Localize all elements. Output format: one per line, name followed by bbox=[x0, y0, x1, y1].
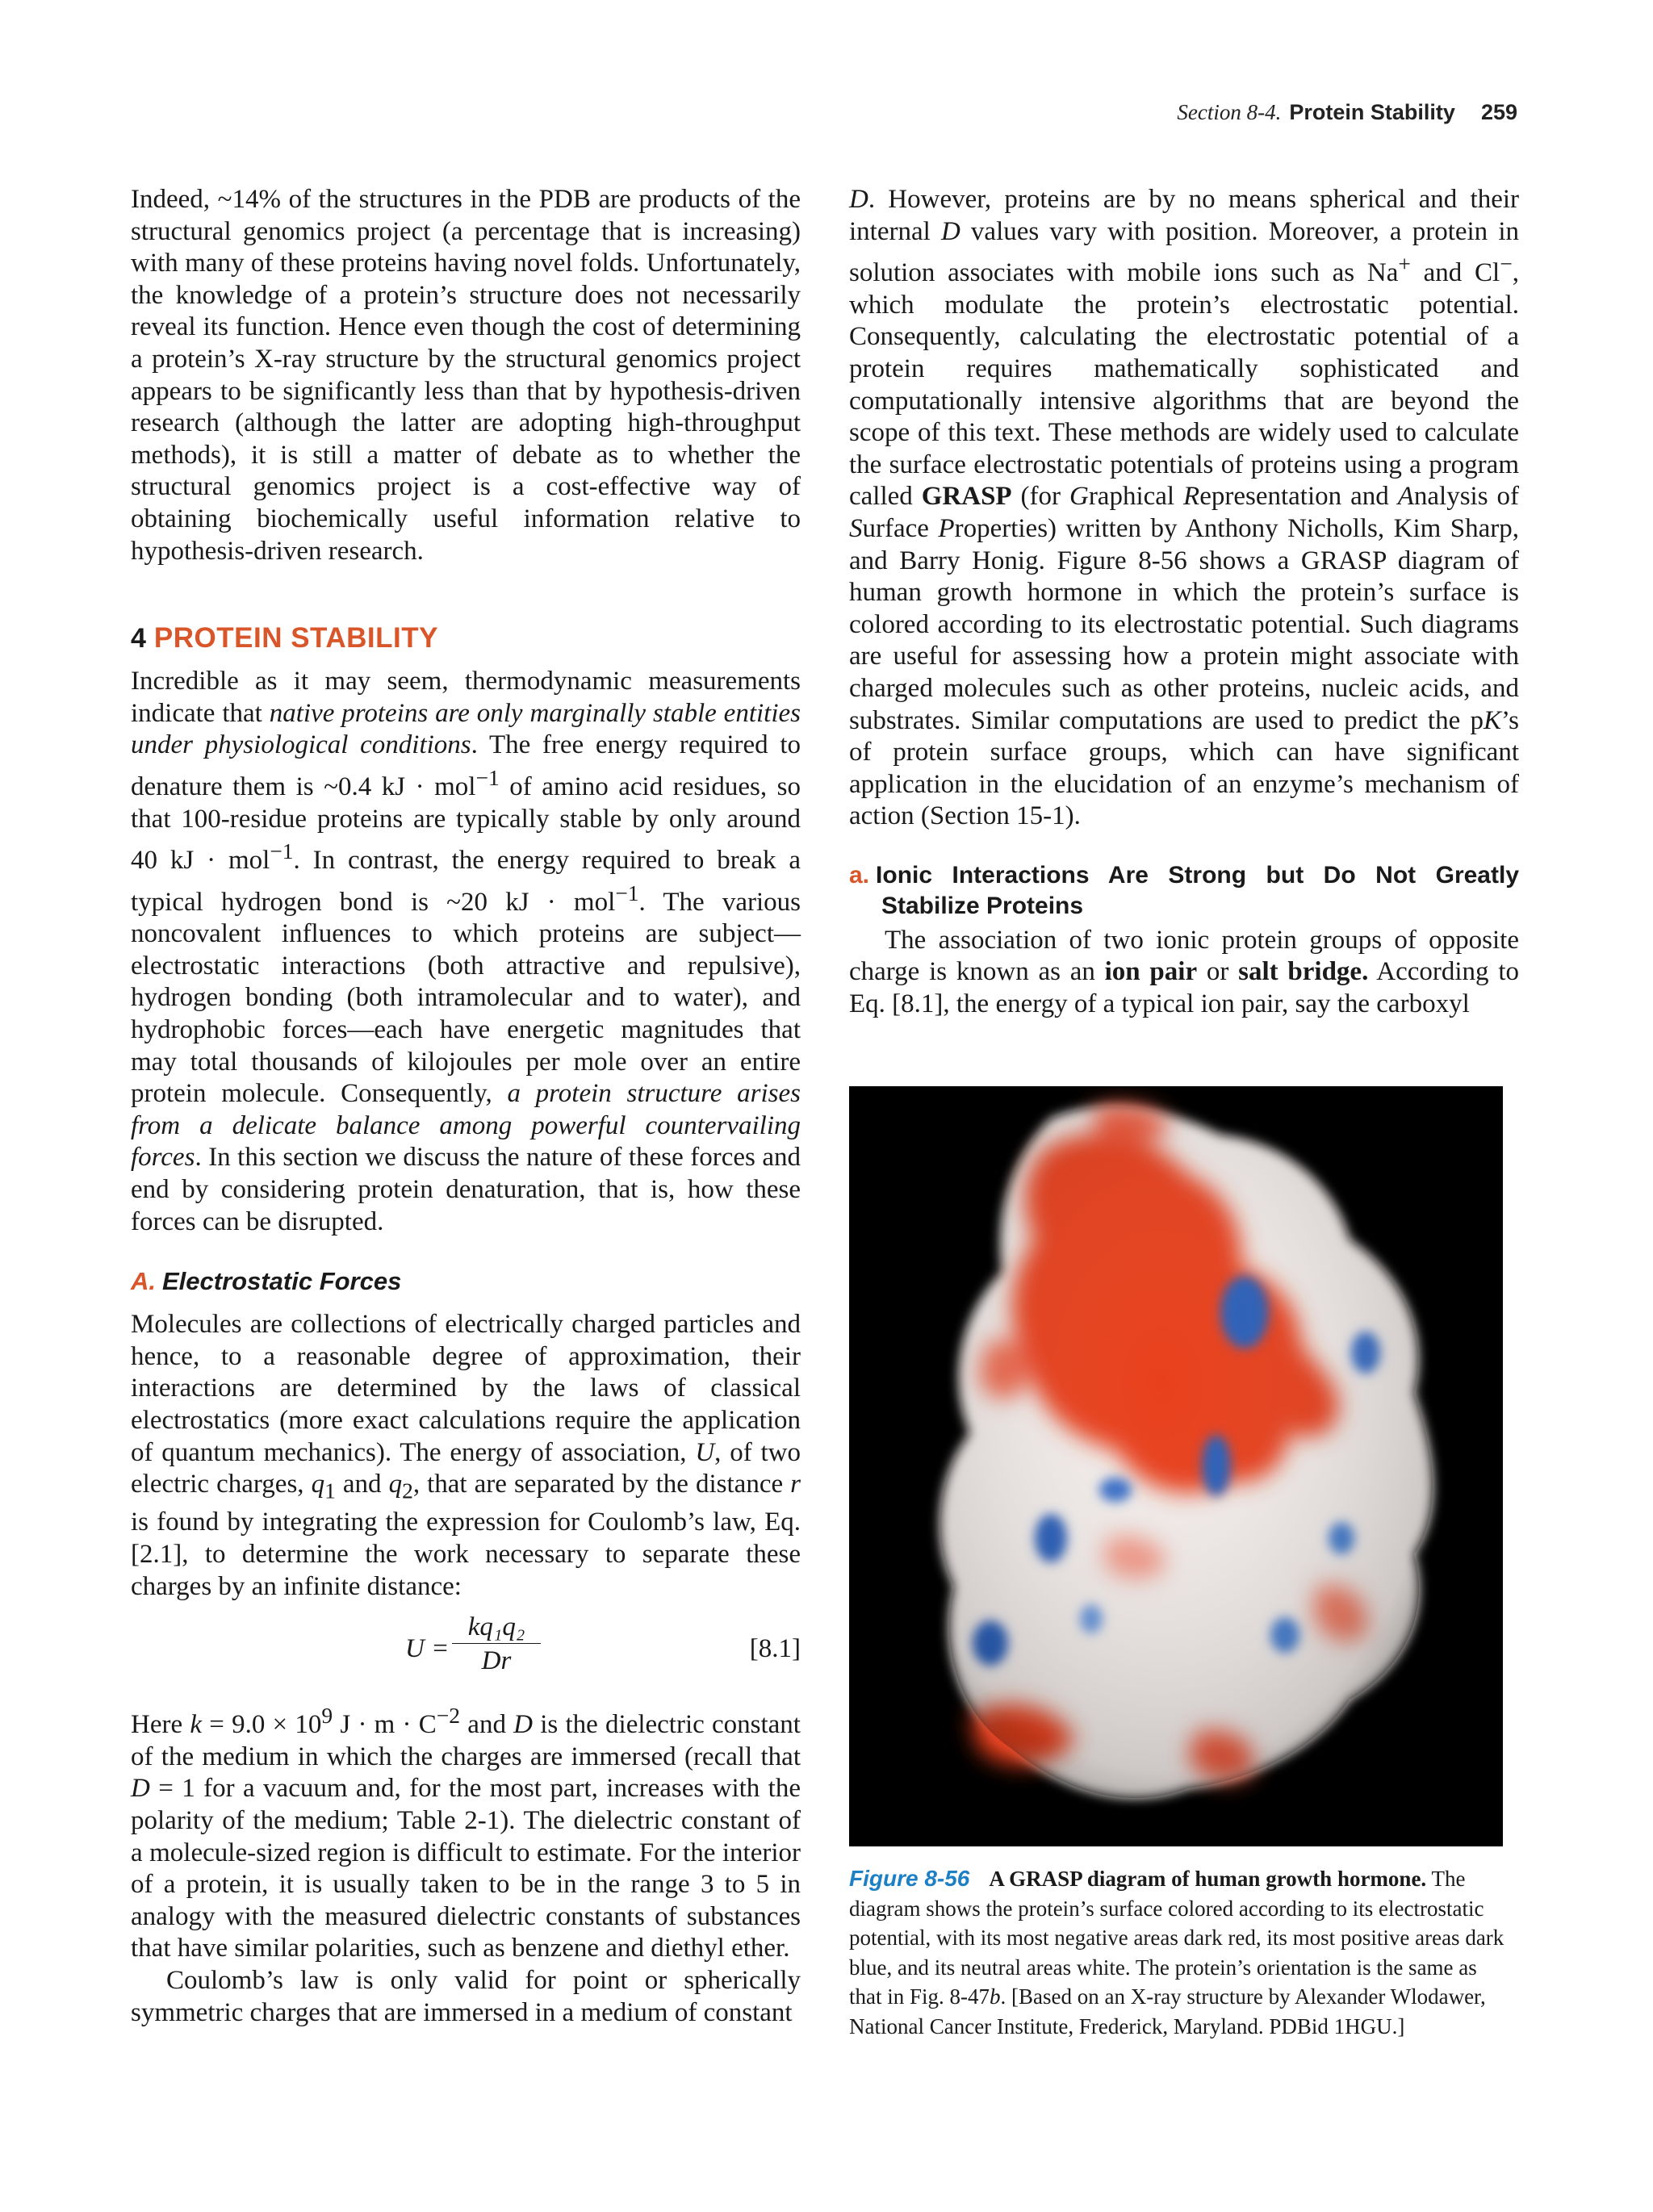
equation-lhs: U = bbox=[405, 1634, 450, 1664]
chapter-number: 4 bbox=[131, 623, 146, 654]
section-letter: A. bbox=[131, 1267, 156, 1296]
subsection-heading bbox=[849, 860, 1519, 922]
figure-description: The diagram shows the protein’s surface colored according to its electrostatic potential, with its most negative areas dark red, its most positive areas dark blue, and its neutral areas white. The protein’s orientation is the same as that in Fig. 8-47b. [Based on an X-ray structure by Alexander Wlodawer, National Cancer Institute, Frederick, Maryland. PDBid 1HGU.] bbox=[849, 1867, 1504, 2038]
paragraph-coulomb-validity: Coulomb’s law is only valid for point or spherically symmetric charges that are immersed in a medium of constant bbox=[131, 1965, 801, 2027]
right-column bbox=[849, 184, 1519, 1021]
paragraph-grasp: D. However, proteins are by no means spherical and their internal D values vary with position. Moreover, a protein in solution associates with mobile ions such as Na+ and Cl−, which modulate the protein’s electrostatic potential. Consequently, calculating the electrostatic potential of a protein requires mathematically sophisticated and computationally intensive algorithms that are beyond the scope of this text. These methods are widely used to calculate the surface electrostatic potentials of proteins using a program called GRASP (for Graphical Representation and Analysis of Surface Properties) written by Anthony Nicholls, Kim Sharp, and Barry Honig. Figure 8-56 shows a GRASP diagram of human growth hormone in which the protein’s surface is colored according to its electrostatic potential. Such diagrams are useful for assessing how a protein might associate with charged molecules such as other proteins, nucleic acids, and substrates. Similar computations are used to predict the pK’s of protein surface groups, which can have significant application in the elucidation of an enzyme’s mechanism of action (Section 15-1). bbox=[849, 185, 1520, 831]
equation-number: [8.1] bbox=[749, 1634, 801, 1664]
protein-surface-illustration bbox=[849, 1086, 1503, 1846]
figure-title: A GRASP diagram of human growth hormone. bbox=[989, 1867, 1427, 1891]
equation-8-1 bbox=[131, 1611, 801, 1688]
subsection-letter: a. bbox=[849, 861, 870, 889]
section-title: Electrostatic Forces bbox=[162, 1267, 402, 1296]
section-heading bbox=[131, 1265, 801, 1298]
grasp-figure-image bbox=[849, 1086, 1503, 1846]
page-number: 259 bbox=[1480, 100, 1517, 124]
equation-numerator: kq₁q₂ bbox=[452, 1611, 541, 1644]
subsection-title: Ionic Interactions Are Strong but Do Not Greatly Stabilize Proteins bbox=[876, 861, 1519, 919]
equation-fraction bbox=[452, 1611, 541, 1678]
figure-caption bbox=[849, 1864, 1511, 2041]
paragraph-structural-genomics: Indeed, ~14% of the structures in the PDB are products of the structural genomics project (a percentage that is increasing) with many of these proteins having novel folds. Unfortunately, the knowledge of a protein’s structure does not necessarily reveal its function. Hence even though the cost of determining a protein’s X-ray structure by the structural genomics project appears to be significantly less than that by hypothesis-driven research (although the latter are adopting high-throughput methods), it is still a matter of debate as to whether the structural genomics project is a cost-effective way of obtaining biochemically useful information relative to hypothesis-driven research. bbox=[131, 185, 801, 566]
running-header bbox=[1177, 100, 1517, 125]
paragraph-protein-stability: Incredible as it may seem, thermodynamic measurements indicate that native proteins are only marginally stable entities under physiological conditions. The free energy required to denature them is ~0.4 kJ · mol$^{-1}$ of amino acid residues, so that 100-residue proteins are typically stable by only around 40 kJ · mol$^{-1}$. In contrast, the energy required to break a typical hydrogen bond is ~20 kJ · mol$^{-1}$. The various noncovalent influences to which proteins are subject—electrostatic interactions (both attractive and repulsive), hydrogen bonding (both intramolecular and to water), and hydrophobic forces—each have energetic magnitudes that may total thousands of kilojoules per mole over an entire protein molecule. Consequently, a protein structure arises from a delicate balance among powerful countervailing forces. In this section we discuss the nature of these forces and end by considering protein denaturation, that is, how these forces can be disrupted. bbox=[131, 667, 801, 1236]
paragraph-electrostatics: Molecules are collections of electrically charged particles and hence, to a reasonable degree of approximation, their interactions are determined by the laws of classical electrostatics (more exact calculations require the application of quantum mechanics). The energy of association, U, of two electric charges, $q_1$ and $q_2$, that are separated by the distance r is found by integrating the expression for Coulomb’s law, Eq. [2.1], to determine the work necessary to separate these charges by an infinite distance: bbox=[131, 1310, 801, 1601]
left-column bbox=[131, 184, 801, 2029]
header-title: Protein Stability bbox=[1289, 100, 1455, 124]
paragraph-ion-pair: The association of two ionic protein groups of opposite charge is known as an ion pair or salt bridge. According to Eq. [8.1], the energy of a typical ion pair, say the carboxyl bbox=[849, 925, 1519, 1019]
figure-label: Figure 8-56 bbox=[849, 1866, 970, 1891]
header-section: Section 8-4. bbox=[1177, 100, 1282, 124]
paragraph-dielectric: Here $k = 9.0 \times 10^9$ $J \cdot m \cdot C^{-2}$ and D is the dielectric constant of the medium in which the charges are immersed (recall that D = 1 for a vacuum and, for the most part, increases with the polarity of the medium; Table 2-1). The dielectric constant of a molecule-sized region is difficult to estimate. For the interior of a protein, it is usually taken to be in the range 3 to 5 in analogy with the measured dielectric constants of substances that have similar polarities, such as benzene and diethyl ether. bbox=[131, 1703, 801, 1963]
equation-denominator: Dr bbox=[481, 1646, 512, 1676]
chapter-title: PROTEIN STABILITY bbox=[153, 622, 438, 654]
chapter-heading bbox=[131, 621, 801, 656]
